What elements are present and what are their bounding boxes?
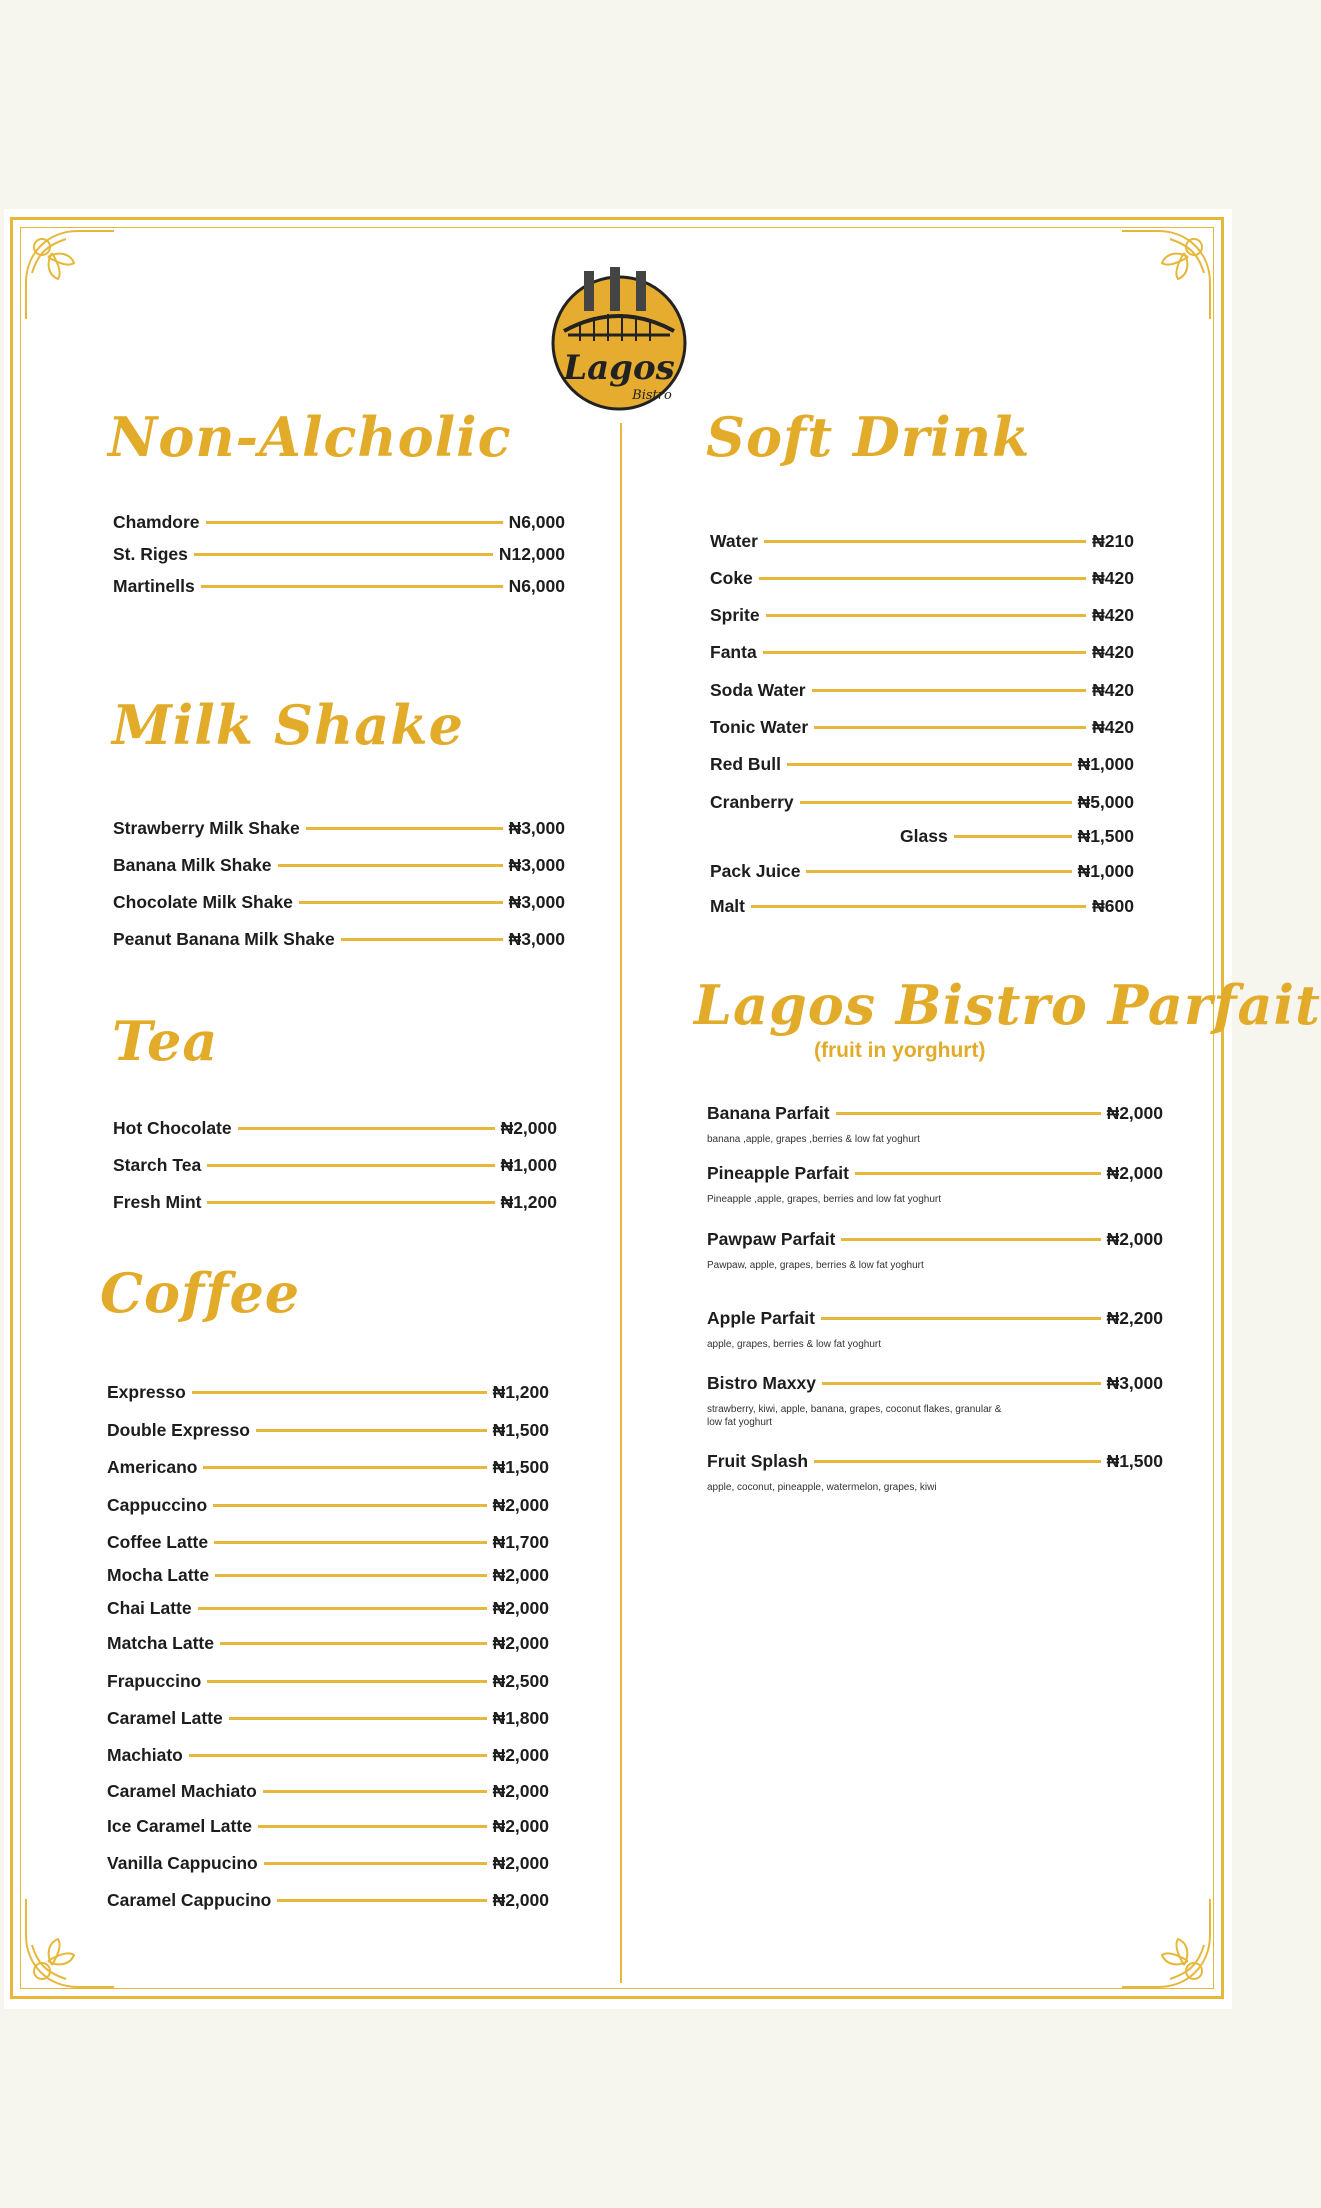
menu-item-row (710, 790, 1134, 814)
svg-text:Bistro: Bistro (632, 388, 672, 403)
menu-item-row (710, 640, 1134, 664)
leader-line (814, 726, 1086, 729)
leader-line (258, 1825, 487, 1828)
leader-line (277, 1899, 486, 1902)
menu-item-name: Fresh Mint (113, 1191, 202, 1212)
leader-line (764, 540, 1086, 543)
leader-line (198, 1607, 487, 1610)
menu-item-name: Soda Water (710, 679, 806, 700)
menu-item-row (710, 894, 1134, 918)
leader-line (812, 689, 1087, 692)
leader-line (194, 553, 493, 556)
menu-item-price: ₦420 (1092, 641, 1134, 662)
section-title-tea: Tea (112, 1009, 219, 1073)
leader-line (763, 651, 1086, 654)
menu-item-row (113, 1190, 557, 1214)
leader-line (192, 1391, 487, 1394)
menu-item-price: ₦1,000 (1077, 753, 1134, 774)
menu-item-name: Matcha Latte (107, 1632, 214, 1653)
menu-item-name: Machiato (107, 1744, 183, 1765)
menu-item-name: Coffee Latte (107, 1531, 209, 1552)
section-title-soft-drink: Soft Drink (706, 405, 1031, 469)
menu-item-row (710, 715, 1134, 739)
menu-item-price: ₦1,500 (1077, 825, 1134, 846)
leader-line (201, 585, 503, 588)
menu-item-name: Strawberry Milk Shake (113, 817, 300, 838)
menu-item-price: ₦2,000 (492, 1852, 549, 1873)
menu-item-row (707, 1371, 1163, 1395)
menu-item-price: ₦2,000 (1106, 1228, 1163, 1249)
menu-item-row (710, 859, 1134, 883)
menu-item-row (113, 1153, 557, 1177)
corner-flourish-icon (1118, 223, 1218, 323)
menu-item-price: ₦1,000 (1077, 860, 1134, 881)
menu-item-row (113, 816, 565, 840)
leader-line (263, 1790, 487, 1793)
menu-item-row (707, 1449, 1163, 1473)
menu-item-price: ₦2,000 (1106, 1162, 1163, 1183)
menu-item-name: Bistro Maxxy (707, 1372, 816, 1393)
menu-item-description: apple, grapes, berries & low fat yoghurt (707, 1339, 881, 1350)
menu-item-row (710, 603, 1134, 627)
menu-item-name: Chai Latte (107, 1597, 192, 1618)
menu-item-price: ₦1,800 (492, 1707, 549, 1728)
menu-item-name: Sprite (710, 604, 760, 625)
menu-item-name: St. Riges (113, 543, 188, 564)
menu-item-name: Water (710, 530, 758, 551)
menu-item-price: ₦420 (1092, 716, 1134, 737)
menu-item-name: Expresso (107, 1381, 186, 1402)
menu-sheet (4, 209, 1321, 2009)
menu-item-price: ₦2,000 (500, 1117, 557, 1138)
menu-item-price: ₦1,000 (500, 1154, 557, 1175)
menu-item-name: Hot Chocolate (113, 1117, 232, 1138)
menu-item-row (107, 1530, 549, 1554)
menu-item-price: ₦1,200 (500, 1191, 557, 1212)
menu-item-row (107, 1596, 549, 1620)
menu-item-row (107, 1631, 549, 1655)
menu-item-price: ₦2,000 (1106, 1102, 1163, 1123)
menu-item-row (113, 1116, 557, 1140)
menu-item-row (707, 1101, 1163, 1125)
corner-flourish-icon (18, 1895, 118, 1995)
menu-item-price: ₦1,700 (492, 1531, 549, 1552)
leader-line (220, 1642, 487, 1645)
menu-item-price: N6,000 (508, 575, 565, 596)
menu-item-name: Fruit Splash (707, 1450, 809, 1471)
menu-item-price: ₦2,000 (492, 1889, 549, 1910)
menu-item-row (710, 529, 1134, 553)
menu-item-row (107, 1888, 549, 1912)
leader-line (206, 521, 503, 524)
leader-line (787, 763, 1072, 766)
leader-line (256, 1429, 487, 1432)
section-title-non-alcoholic: Non-Alcholic (108, 405, 512, 469)
menu-item-name: Banana Milk Shake (113, 854, 272, 875)
menu-item-row (710, 752, 1134, 776)
leader-line (341, 938, 503, 941)
menu-item-name: Apple Parfait (707, 1307, 815, 1328)
leader-line (766, 614, 1087, 617)
svg-text:Lagos: Lagos (563, 348, 675, 388)
menu-item-price: ₦2,000 (492, 1597, 549, 1618)
leader-line (759, 577, 1086, 580)
menu-item-row (707, 1227, 1163, 1251)
leader-line (264, 1862, 487, 1865)
column-divider (620, 423, 622, 1983)
menu-item-price: ₦3,000 (508, 891, 565, 912)
menu-item-row (107, 1814, 549, 1838)
menu-item-name: Americano (107, 1456, 198, 1477)
leader-line (215, 1574, 486, 1577)
section-title-parfait: Lagos Bistro Parfait (694, 973, 1321, 1037)
menu-item-row (707, 1306, 1163, 1330)
menu-item-name: Double Expresso (107, 1419, 250, 1440)
leader-line (841, 1238, 1100, 1241)
menu-item-price: ₦5,000 (1077, 791, 1134, 812)
leader-line (229, 1717, 487, 1720)
menu-item-name: Ice Caramel Latte (107, 1815, 252, 1836)
menu-item-row (710, 566, 1134, 590)
menu-item-name: Glass (900, 825, 948, 846)
menu-item-price: ₦1,500 (1106, 1450, 1163, 1471)
leader-line (806, 870, 1071, 873)
menu-item-row (707, 1161, 1163, 1185)
leader-line (800, 801, 1072, 804)
parfait-subtitle: (fruit in yorghurt) (814, 1039, 986, 1062)
menu-item-row (107, 1851, 549, 1875)
leader-line (814, 1460, 1100, 1463)
menu-item-row (107, 1706, 549, 1730)
leader-line (751, 905, 1086, 908)
menu-item-price: ₦2,000 (492, 1815, 549, 1836)
menu-item-row (900, 824, 1134, 848)
leader-line (306, 827, 503, 830)
menu-item-row (107, 1669, 549, 1693)
menu-item-row (113, 510, 565, 534)
leader-line (214, 1541, 486, 1544)
menu-item-price: ₦2,000 (492, 1632, 549, 1653)
menu-item-price: ₦3,000 (1106, 1372, 1163, 1393)
menu-item-row (107, 1455, 549, 1479)
leader-line (189, 1754, 487, 1757)
menu-item-row (710, 678, 1134, 702)
menu-item-description: Pineapple ,apple, grapes, berries and low fat yoghurt (707, 1194, 942, 1205)
leader-line (822, 1382, 1101, 1385)
menu-item-name: Chamdore (113, 511, 200, 532)
menu-item-name: Red Bull (710, 753, 781, 774)
menu-item-price: ₦2,500 (492, 1670, 549, 1691)
menu-item-name: Chocolate Milk Shake (113, 891, 293, 912)
menu-item-price: ₦3,000 (508, 854, 565, 875)
menu-item-name: Cranberry (710, 791, 794, 812)
menu-item-row (113, 927, 565, 951)
menu-item-price: ₦2,000 (492, 1744, 549, 1765)
menu-item-name: Tonic Water (710, 716, 809, 737)
menu-item-price: ₦2,000 (492, 1564, 549, 1585)
menu-item-price: ₦3,000 (508, 928, 565, 949)
leader-line (954, 835, 1072, 838)
menu-item-description: apple, coconut, pineapple, watermelon, grapes, kiwi (707, 1482, 937, 1493)
menu-item-name: Fanta (710, 641, 757, 662)
leader-line (238, 1127, 495, 1130)
corner-flourish-icon (1118, 1895, 1218, 1995)
menu-item-price: ₦1,500 (492, 1456, 549, 1477)
menu-item-name: Pineapple Parfait (707, 1162, 849, 1183)
menu-item-name: Frapuccino (107, 1670, 202, 1691)
leader-line (821, 1317, 1101, 1320)
menu-item-price: ₦1,500 (492, 1419, 549, 1440)
leader-line (213, 1504, 486, 1507)
menu-item-price: N12,000 (498, 543, 565, 564)
leader-line (207, 1201, 494, 1204)
menu-item-name: Banana Parfait (707, 1102, 830, 1123)
menu-item-price: ₦600 (1092, 895, 1134, 916)
menu-item-price: N6,000 (508, 511, 565, 532)
menu-item-name: Cappuccino (107, 1494, 208, 1515)
menu-item-description: strawberry, kiwi, apple, banana, grapes, coconut flakes, granular & low fat yoghurt (707, 1404, 1002, 1428)
menu-item-price: ₦210 (1092, 530, 1134, 551)
menu-item-row (107, 1380, 549, 1404)
menu-item-name: Starch Tea (113, 1154, 202, 1175)
leader-line (207, 1680, 486, 1683)
lagos-bistro-logo (544, 261, 694, 416)
menu-item-price: ₦420 (1092, 679, 1134, 700)
leader-line (855, 1172, 1101, 1175)
section-title-coffee: Coffee (100, 1261, 301, 1325)
menu-item-row (107, 1493, 549, 1517)
menu-item-price: ₦420 (1092, 604, 1134, 625)
leader-line (207, 1164, 494, 1167)
menu-item-row (107, 1563, 549, 1587)
menu-item-row (107, 1779, 549, 1803)
menu-item-row (113, 890, 565, 914)
menu-item-name: Caramel Cappucino (107, 1889, 272, 1910)
corner-flourish-icon (18, 223, 118, 323)
leader-line (203, 1466, 486, 1469)
menu-item-name: Malt (710, 895, 745, 916)
leader-line (278, 864, 503, 867)
menu-item-name: Pawpaw Parfait (707, 1228, 836, 1249)
menu-item-row (107, 1418, 549, 1442)
menu-item-description: banana ,apple, grapes ,berries & low fat yoghurt (707, 1134, 920, 1145)
menu-item-price: ₦2,000 (492, 1780, 549, 1801)
menu-item-name: Pack Juice (710, 860, 801, 881)
menu-item-price: ₦1,200 (492, 1381, 549, 1402)
section-title-milk-shake: Milk Shake (112, 693, 465, 757)
menu-item-name: Mocha Latte (107, 1564, 210, 1585)
menu-item-name: Caramel Latte (107, 1707, 223, 1728)
menu-item-name: Peanut Banana Milk Shake (113, 928, 335, 949)
menu-item-name: Coke (710, 567, 753, 588)
leader-line (836, 1112, 1101, 1115)
menu-item-row (107, 1743, 549, 1767)
menu-item-row (113, 853, 565, 877)
menu-item-name: Martinells (113, 575, 195, 596)
menu-item-row (113, 574, 565, 598)
menu-item-price: ₦2,000 (492, 1494, 549, 1515)
menu-item-price: ₦3,000 (508, 817, 565, 838)
menu-item-name: Caramel Machiato (107, 1780, 257, 1801)
menu-item-price: ₦420 (1092, 567, 1134, 588)
leader-line (299, 901, 503, 904)
menu-item-description: Pawpaw, apple, grapes, berries & low fat yoghurt (707, 1260, 924, 1271)
menu-item-price: ₦2,200 (1106, 1307, 1163, 1328)
menu-item-row (113, 542, 565, 566)
menu-item-name: Vanilla Cappucino (107, 1852, 258, 1873)
